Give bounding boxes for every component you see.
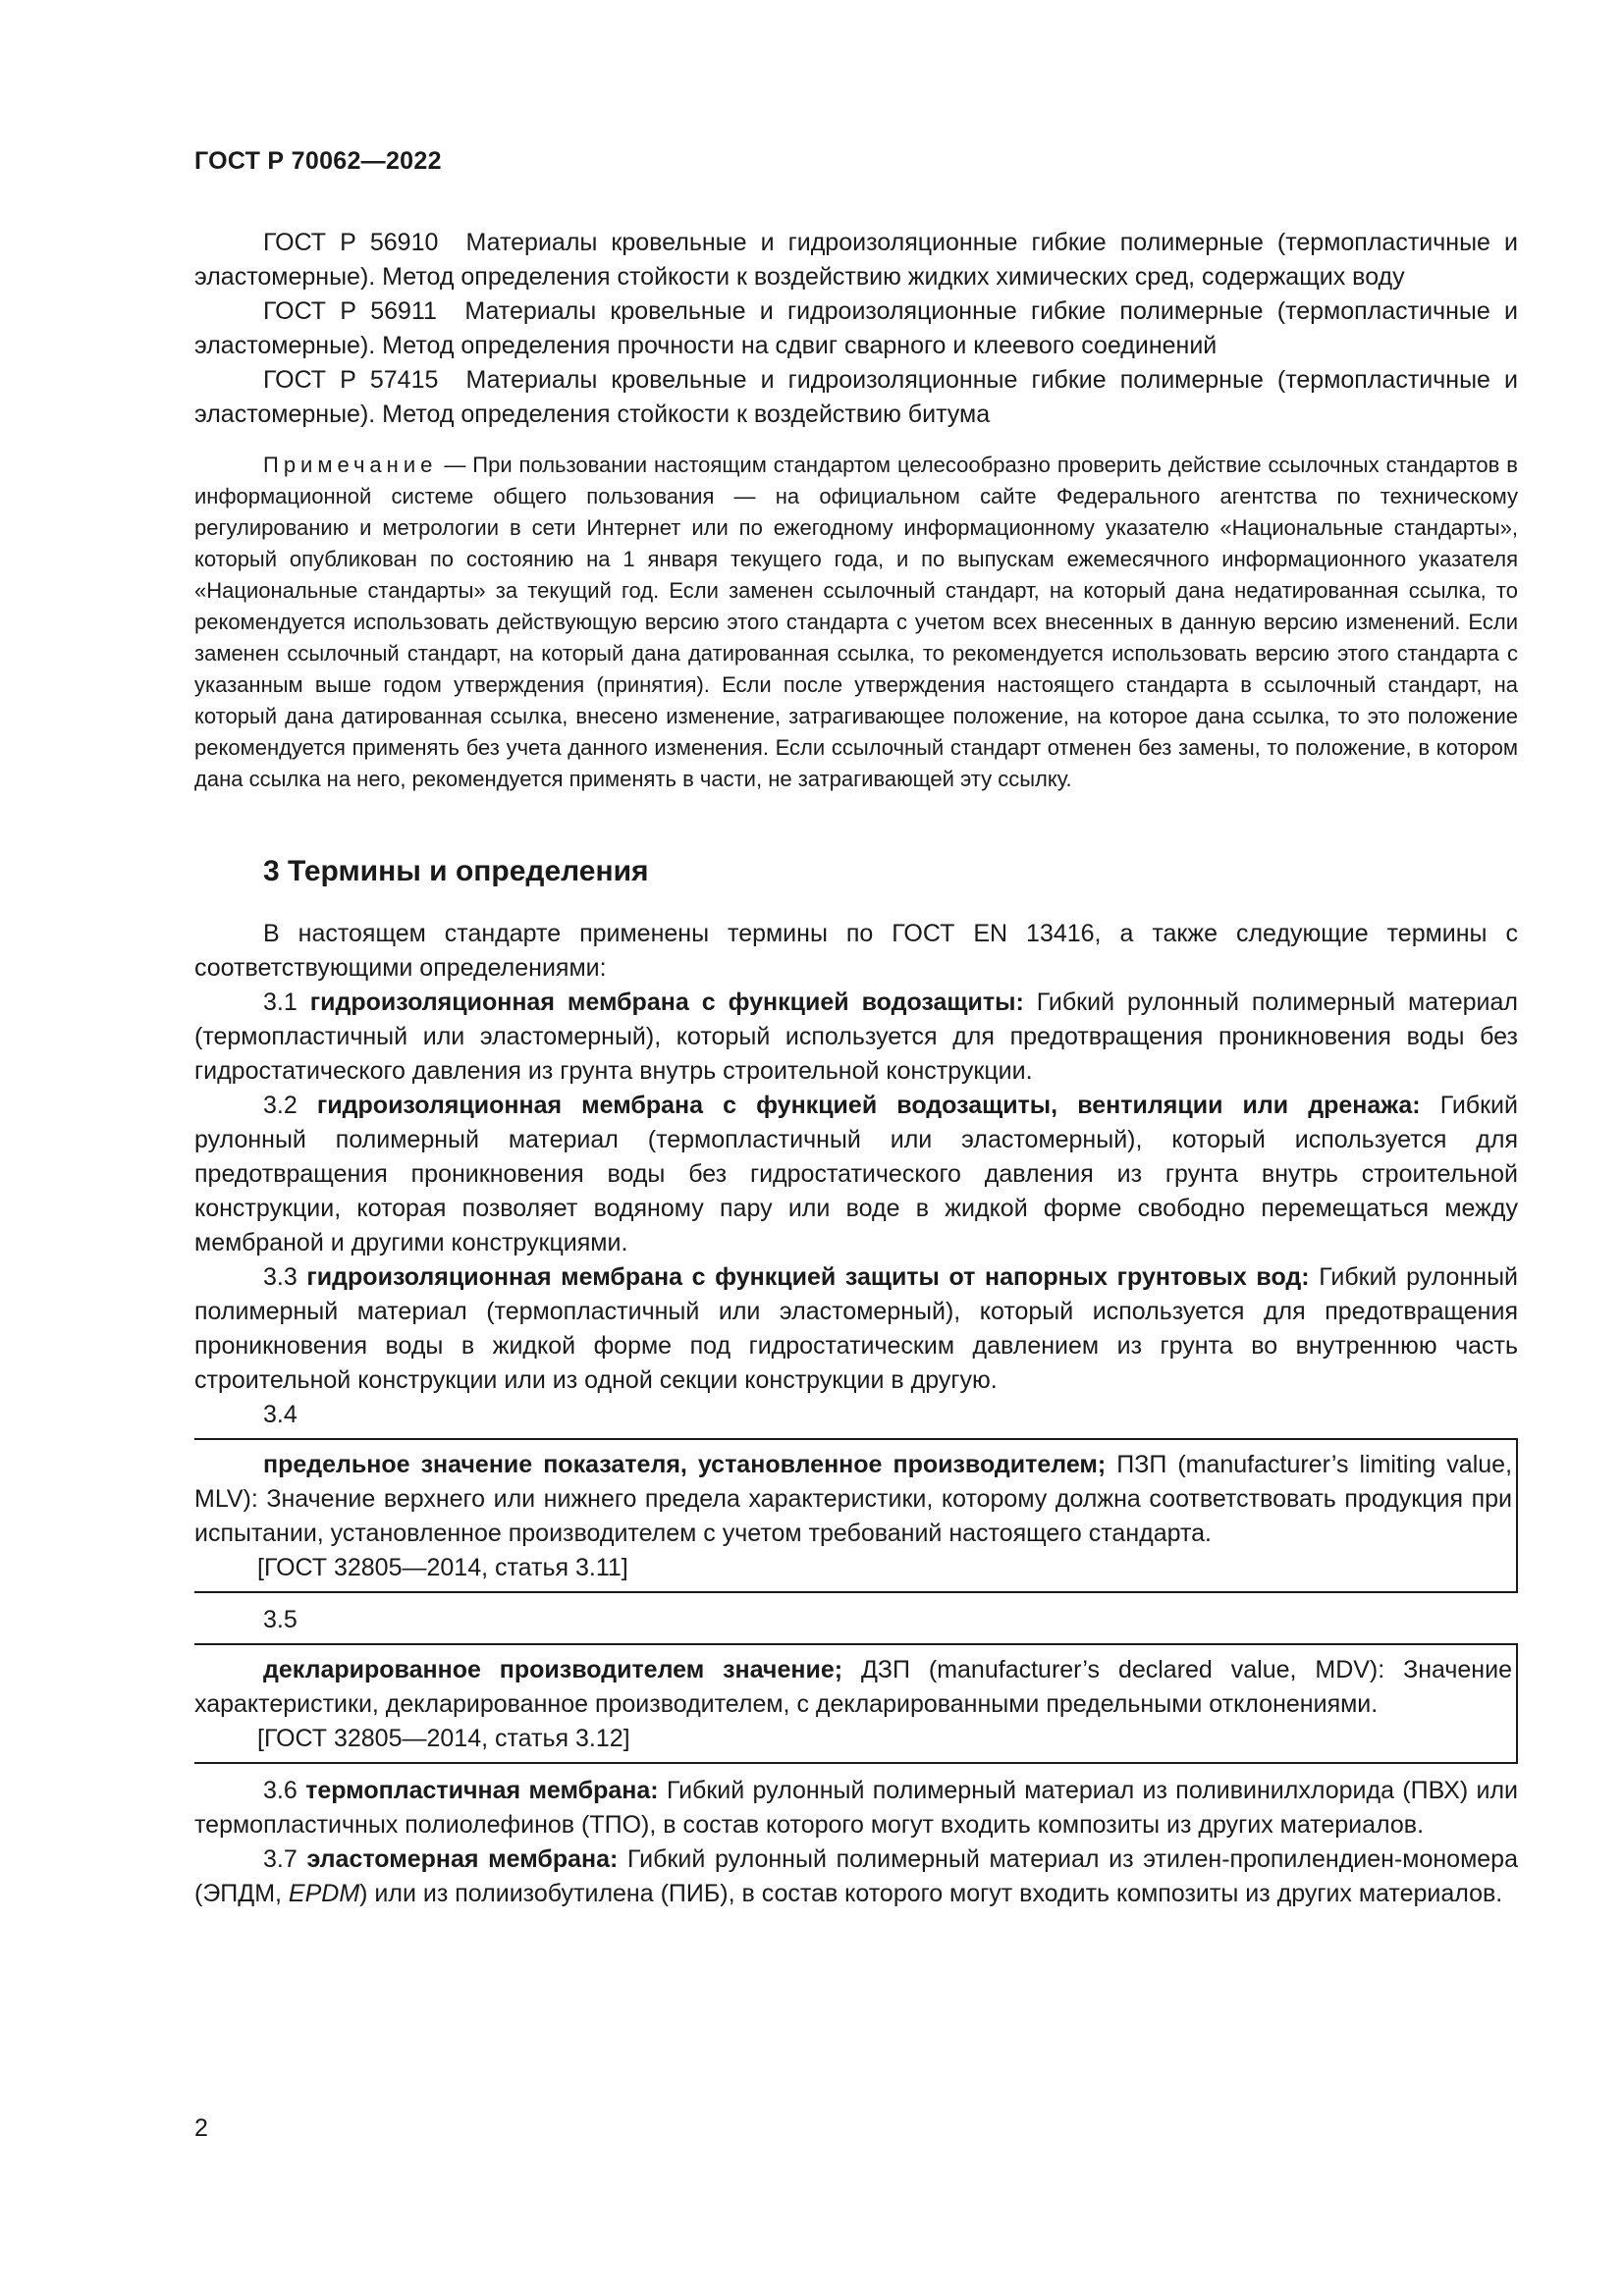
boxed-term-definition bbox=[194, 1438, 1518, 1593]
reference-code: ГОСТ Р 56911 bbox=[263, 297, 437, 325]
term-name: гидроизоляционная мембрана с функцией водозащиты: bbox=[309, 988, 1024, 1016]
reference-title: Материалы кровельные и гидроизоляционные гибкие полимерные (термопластичные и эластомерные). Метод определения стойкости к воздействию жидких химических сред, содержащих воду bbox=[194, 229, 1518, 291]
term-definition: декларированное производителем значение; ДЗП (manufacturer’s declared value, MDV): Значение характеристики, декларированное производителем, с декларированными предельными отклонениями. bbox=[194, 1656, 1512, 1718]
normative-reference bbox=[194, 363, 1518, 432]
term-name: эластомерная мембрана: bbox=[306, 1845, 619, 1873]
section-intro: В настоящем стандарте применены термины по ГОСТ EN 13416, а также следующие термины с соответствующими определениями: bbox=[194, 920, 1518, 982]
reference-code: ГОСТ Р 56910 bbox=[263, 229, 439, 256]
term-name: предельное значение показателя, установленное производителем; bbox=[263, 1451, 1107, 1478]
term-definition: 3.1 гидроизоляционная мембрана с функцией водозащиты: Гибкий рулонный полимерный материал (термопластичный или эластомерный), который используется для предотвращения проникновения воды без гидростатического давления из грунта внутрь строительной конструкции. bbox=[194, 988, 1518, 1085]
term-definition: 3.3 гидроизоляционная мембрана с функцией защиты от напорных грунтовых вод: Гибкий рулонный полимерный материал (термопластичный или эластомерный), который используется для предотвращения проникновения воды в жидкой форме под гидростатическим давлением из грунта во внутреннюю часть строительной конструкции или из одной секции конструкции в другую. bbox=[194, 1263, 1519, 1394]
note-paragraph bbox=[194, 450, 1518, 795]
boxed-term-definition bbox=[194, 1643, 1518, 1764]
reference-title: Материалы кровельные и гидроизоляционные гибкие полимерные (термопластичные и эластомерные). Метод определения прочности на сдвиг сварного и клеевого соединений bbox=[194, 297, 1518, 359]
term-name: гидроизоляционная мембрана с функцией водозащиты, вентиляции или дренажа: bbox=[316, 1092, 1421, 1119]
term-name: гидроизоляционная мембрана с функцией защиты от напорных грунтовых вод: bbox=[306, 1263, 1310, 1291]
note-label: Примечание bbox=[263, 453, 438, 477]
term-name: декларированное производителем значение; bbox=[263, 1656, 843, 1683]
normative-reference bbox=[194, 226, 1518, 294]
normative-reference bbox=[194, 294, 1518, 363]
reference-code: ГОСТ Р 57415 bbox=[263, 366, 439, 394]
term-definition: 3.6 термопластичная мембрана: Гибкий рулонный полимерный материал из поливинилхлорида (ПВХ) или термопластичных полиолефинов (ТПО), в состав которого могут входить композиты из других материалов. bbox=[194, 1777, 1519, 1839]
term-number: 3.4 bbox=[263, 1401, 298, 1428]
section-heading: 3 Термины и определения bbox=[263, 855, 649, 887]
term-name: термопластичная мембрана: bbox=[305, 1777, 659, 1804]
source-reference: [ГОСТ 32805—2014, статья 3.12] bbox=[257, 1725, 630, 1752]
note-text: — При пользовании настоящим стандартом целесообразно проверить действие ссылочных стандартов в информационной системе общего пользования — на официальном сайте Федерального агентства по техническому регулированию и метрологии в сети Интернет или по ежегодному информационному указателю «Национальные стандарты», который опубликован по состоянию на 1 января текущего года, и по выпускам ежемесячного информационного указателя «Национальные стандарты» за текущий год. Если заменен ссылочный стандарт, на который дана недатированная ссылка, то рекомендуется использовать действующую версию этого стандарта с учетом всех внесенных в данную версию изменений. Если заменен ссылочный стандарт, на который дана датированная ссылка, то рекомендуется использовать версию этого стандарта с указанным выше годом утверждения (принятия). Если после утверждения настоящего стандарта в ссылочный стандарт, на который дана датированная ссылка, внесено изменение, затрагивающее положение, на которое дана ссылка, то это положение рекомендуется применять без учета данного изменения. Если ссылочный стандарт отменен без замены, то положение, в котором дана ссылка на него, рекомендуется применять в части, не затрагивающей эту ссылку. bbox=[194, 453, 1518, 791]
document-code-header: ГОСТ Р 70062—2022 bbox=[194, 147, 442, 175]
term-definition: предельное значение показателя, установленное производителем; ПЗП (manufacturer’s limiting value, MLV): Значение верхнего или нижнего предела характеристики, которому должна соответствовать продукция при испытании, установленное производителем с учетом требований настоящего стандарта. bbox=[194, 1451, 1513, 1547]
reference-title: Материалы кровельные и гидроизоляционные гибкие полимерные (термопластичные и эластомерные). Метод определения стойкости к воздействию битума bbox=[194, 366, 1518, 428]
term-number: 3.5 bbox=[263, 1606, 298, 1633]
term-definition: 3.2 гидроизоляционная мембрана с функцией водозащиты, вентиляции или дренажа: Гибкий рулонный полимерный материал (термопластичный или эластомерный), который используется для предотвращения проникновения воды без гидростатического давления из грунта внутрь строительной конструкции, которая позволяет водяному пару или воде в жидкой форме свободно перемещаться между мембраной и другими конструкциями. bbox=[194, 1092, 1518, 1256]
page-content bbox=[194, 226, 1518, 1911]
page-number: 2 bbox=[194, 2114, 208, 2142]
term-definition: 3.7 эластомерная мембрана: Гибкий рулонный полимерный материал из этилен-пропилендиен-мономера (ЭПДМ, EPDM) или из полиизобутилена (ПИБ), в состав которого могут входить композиты из других материалов. bbox=[194, 1845, 1518, 1907]
source-reference: [ГОСТ 32805—2014, статья 3.11] bbox=[257, 1554, 628, 1581]
